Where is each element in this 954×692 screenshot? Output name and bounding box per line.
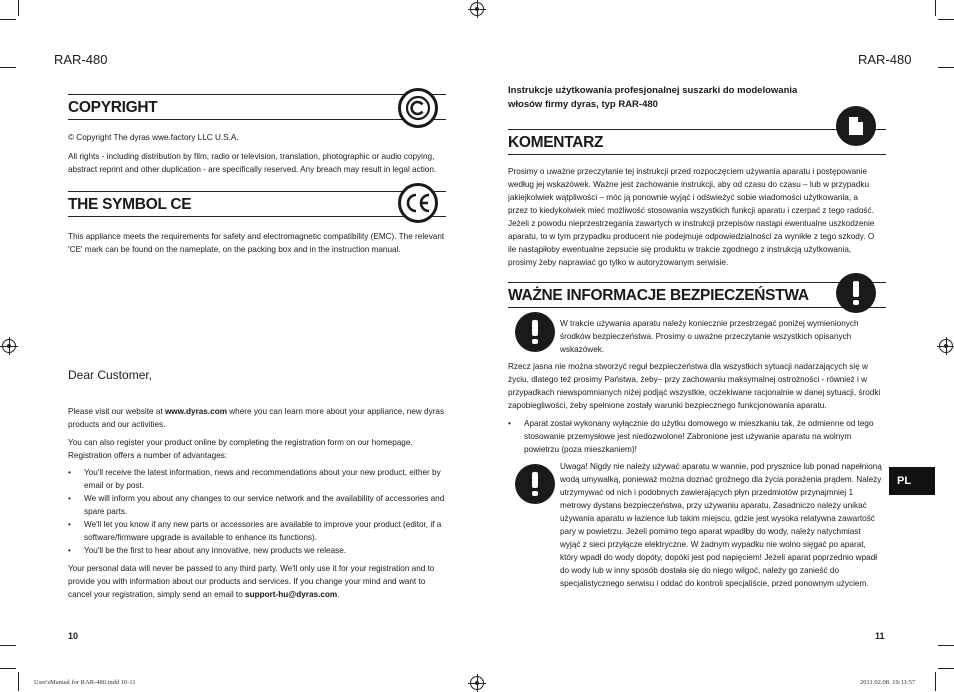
copyright-heading <box>68 99 446 120</box>
register-paragraph: You can also register your product online by completing the registration form on our homepage. Registration offers a number of advantages: <box>68 438 413 460</box>
copyright-icon <box>398 88 438 128</box>
crop-mark <box>0 645 16 646</box>
safety-paragraph: Rzecz jasna nie można stworzyć reguł bezpieczeństwa dla wszystkich sytuacji nadarzających się w życiu, dlatego też prosimy Państwa, żeby– przy zachowaniu maksymalnej ostrożności - również i w przypadkach niewspomnianych niżej podjąć wszystkie, oczekiwane racjonalnie w danej sytuacji, środki zapobiegliwości, żeby spełnione zostały warunki bezpiecznego funkcjonowania aparatu. <box>508 362 881 410</box>
visit-text-pre: Please visit our website at <box>68 407 165 416</box>
safety-warning-1: W trakcie używania aparatu należy koniecznie przestrzegać poniżej wymienionych środków bezpieczeństwa. Prosimy o uważne przeczytanie wszystkich opisanych wskazówek. <box>560 319 859 354</box>
warning-icon <box>836 273 876 313</box>
crop-mark <box>938 645 954 646</box>
komentarz-heading <box>508 134 886 155</box>
crop-mark <box>935 672 936 691</box>
website-link[interactable]: www.dyras.com <box>164 407 227 416</box>
safety-list <box>508 417 884 456</box>
crop-mark <box>18 672 19 691</box>
list-item: • You'll be the first to hear about any innovative, new products we release. <box>68 544 446 557</box>
advantages-list <box>68 466 446 557</box>
intro-title: Instrukcje użytkowania profesjonalnej suszarki do modelowania włosów firmy dyras, typ RAR-480 <box>508 85 798 110</box>
ce-heading <box>68 196 446 217</box>
document-icon <box>836 106 876 146</box>
greeting: Dear Customer, <box>68 368 153 382</box>
privacy-paragraph <box>68 562 440 601</box>
page-number-left: 10 <box>68 631 79 641</box>
language-tab: PL <box>889 467 935 495</box>
list-item: • We'll let you know if any new parts or accessories are available to improve your product (editor, if a software/firmware upgrade is available to enhance its functions). <box>68 518 446 544</box>
registration-mark-icon <box>939 339 953 353</box>
ce-text: This appliance meets the requirements for safety and electromagnetic compatibility (EMC). The relevant 'CE' mark can be found on the nameplate, on the packing box and in the instruction manual. <box>68 232 445 254</box>
visit-text-post: where you can learn more about your appliance, new dyras products and our activities. <box>68 407 445 429</box>
copyright-rights: All rights - including distribution by film, radio or television, translation, photographic or audio copying, abstract reprint and other duplication - are specifically reserved. Any breach may result in legal action. <box>68 152 437 174</box>
crop-mark <box>938 67 954 68</box>
crop-mark <box>18 0 19 16</box>
safety-title: WAŻNE INFORMACJE BEZPIECZEŃSTWA <box>508 287 809 304</box>
privacy-text-end: . <box>337 590 340 599</box>
copyright-title: COPYRIGHT <box>68 99 158 116</box>
crop-mark <box>938 668 954 669</box>
page-number-right: 11 <box>875 631 885 641</box>
list-item: • Aparat został wykonany wyłącznie do użytku domowego w mieszkaniu tak, że odmienne od tego stosowanie przemysłowe jest niedozwolone! Zabronione jest używanie aparatu na wolnym powietrzu (poza mieszkaniem)! <box>508 417 884 456</box>
ce-mark-icon <box>398 183 438 223</box>
copyright-line: © Copyright The dyras wwe.factory LLC U.S.A. <box>68 133 239 142</box>
privacy-text: Your personal data will never be passed to any third party. We'll only use it for your registration and to provide you with information about our products and services. If you change your mind and want to cancel your registration, simply send an email to <box>68 564 435 599</box>
ce-title: THE SYMBOL CE <box>68 196 192 213</box>
model-label-right: RAR-480 <box>858 52 912 67</box>
list-item: • You'll receive the latest information, news and recommendations about your new product, either by email or by post. <box>68 466 446 492</box>
registration-mark-icon <box>2 339 16 353</box>
crop-mark <box>935 0 936 16</box>
safety-warning-2: Uwaga! Nigdy nie należy używać aparatu w wannie, pod prysznice lub ponad napełnioną wodą umywalką, ponieważ można doznać groźnego dla życia porażenia prądem. Należy utrzymywać od nich i podobnych zawierających płyn przedmiotów przynajmniej 1 metrowy dystans bezpieczeństwa, przy używaniu aparatu. Zasadniczo należy unikać używania aparatu w łazience lub takim miejscu, gdzie jest wysoka relatywna zawartość pary w powietrzu. Jeżeli pomimo tego aparat wpadłby do wody, należy natychmiast wyjąć z sieci przyłącze elektryczne. W żadnym wypadku nie wolno sięgać po aparat, który wpadł do wody dopóty, dopóki jest pod napięciem! Jeżeli aparat poprzednio wpadł do wody lub w inny sposób dostała się do niego wilgoć, należy go zanieść do specjalistycznego serwisu i oddać do kontroli specjaliście, przed ponownym użyciem. <box>560 462 882 588</box>
visit-paragraph <box>68 405 448 431</box>
warning-icon <box>515 312 555 352</box>
support-email-link[interactable]: support-hu@dyras.com <box>245 590 338 599</box>
warning-icon <box>515 464 555 504</box>
model-label-left: RAR-480 <box>54 52 108 67</box>
safety-heading <box>508 287 886 308</box>
footer-timestamp: 2011.02.08. 19:11:57 <box>860 679 916 686</box>
crop-mark <box>0 19 16 20</box>
crop-mark <box>938 19 954 20</box>
crop-mark <box>0 67 16 68</box>
list-item: • We will inform you about any changes to our service network and the availability of accessories and spare parts. <box>68 492 446 518</box>
footer-file-info: User'sManual for RAR-480.indd 10-11 <box>34 679 136 686</box>
registration-mark-icon <box>470 2 484 16</box>
registration-mark-icon <box>470 676 484 690</box>
crop-mark <box>0 668 16 669</box>
komentarz-title: KOMENTARZ <box>508 134 604 151</box>
komentarz-text: Prosimy o uważne przeczytanie tej instrukcji przed rozpoczęciem używania aparatu i postępowanie według jej wskazówek. Ważne jest zachowanie instrukcji, aby od czasu do czasu – lub w przypadku jakiejkolwiek wątpliwości – móc ją ponownie wyjąć i odświeżyć sobie wiadomości użytkowania, a przez to kiedykolwiek mieć możliwość stosowania wszystkich funkcji aparatu i czerpać z tego radość. Jeżeli z powodu nieprzestrzegania zawartych w instrukcji przepisów nastąpi ewentualne uszkodzenie aparatu, to w tym przypadku producent nie podejmuje odpowiedzialności za wynikłe z tego szkody. O ile nastąpiłoby ewentualne zepsucie się produktu w trakcie zgodnego z instrukcją użytkowania, prosimy żeby naprawiać go tylko w autoryzowanym serwisie. <box>508 167 875 267</box>
